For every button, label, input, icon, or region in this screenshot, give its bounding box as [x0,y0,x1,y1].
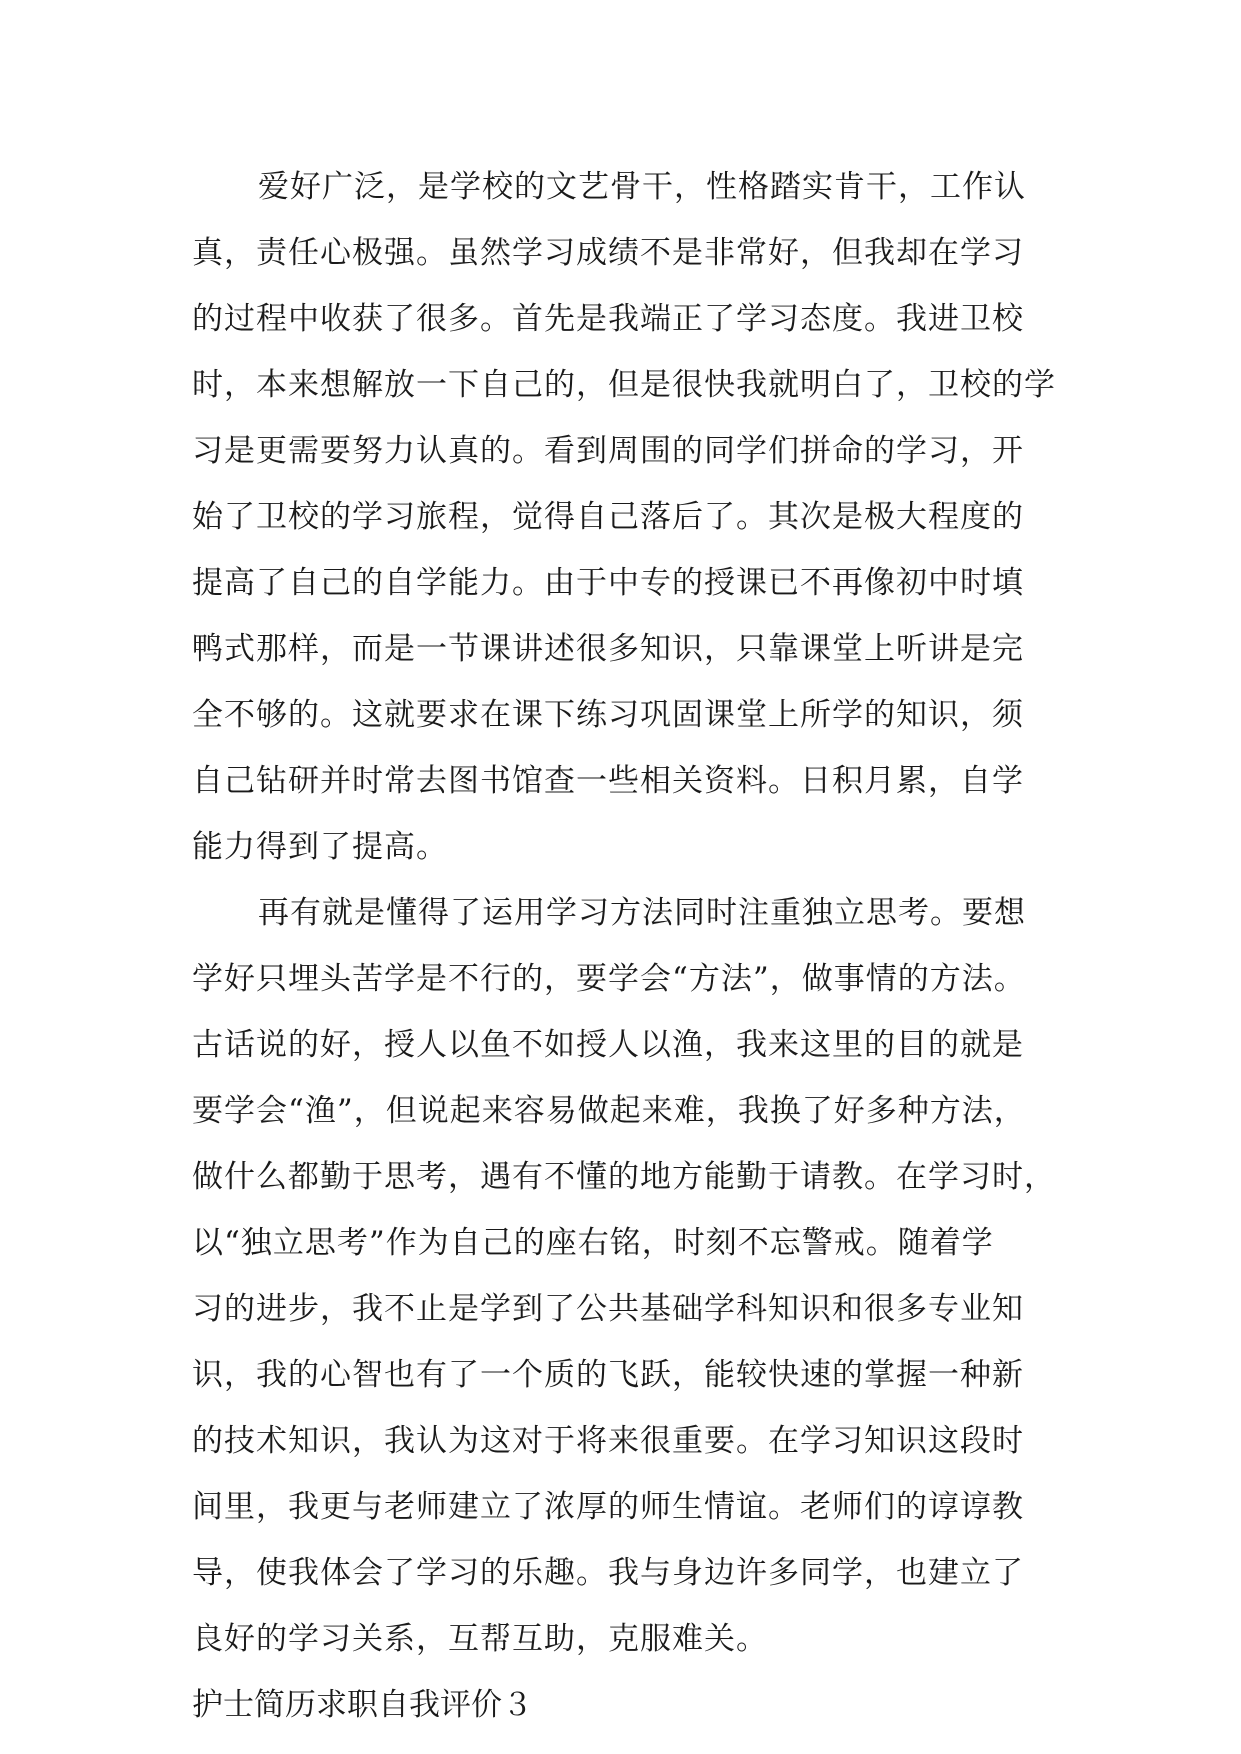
paragraph-2-line-3: 古话说的好，授人以鱼不如授人以渔，我来这里的目的就是 [192,1027,1024,1063]
section-heading: 护士简历求职自我评价３ [192,1687,533,1723]
paragraph-2-line-7: 习的进步，我不止是学到了公共基础学科知识和很多专业知 [192,1291,1024,1327]
paragraph-2-line-9: 的技术知识，我认为这对于将来很重要。在学习知识这段时 [192,1423,1024,1459]
paragraph-1-line-6: 始了卫校的学习旅程，觉得自己落后了。其次是极大程度的 [192,499,1024,535]
paragraph-1-line-8: 鸭式那样，而是一节课讲述很多知识，只靠课堂上听讲是完 [192,631,1024,667]
paragraph-2-line-11: 导，使我体会了学习的乐趣。我与身边许多同学，也建立了 [192,1555,1024,1591]
paragraph-1-line-5: 习是更需要努力认真的。看到周围的同学们拼命的学习，开 [192,433,1024,469]
paragraph-2-line-1: 再有就是懂得了运用学习方法同时注重独立思考。要想 [258,895,1026,931]
paragraph-2-line-12: 良好的学习关系，互帮互助，克服难关。 [192,1621,768,1657]
paragraph-1-line-2: 真，责任心极强。虽然学习成绩不是非常好，但我却在学习 [192,235,1024,271]
paragraph-1-line-10: 自己钻研并时常去图书馆查一些相关资料。日积月累，自学 [192,763,1024,799]
paragraph-2-line-2: 学好只埋头苦学是不行的，要学会“方法”，做事情的方法。 [192,961,1026,997]
paragraph-2-line-4: 要学会“渔”，但说起来容易做起来难，我换了好多种方法， [192,1093,1026,1129]
paragraph-2-line-8: 识，我的心智也有了一个质的飞跃，能较快速的掌握一种新 [192,1357,1024,1393]
paragraph-2-line-6: 以“独立思考”作为自己的座右铭，时刻不忘警戒。随着学 [192,1225,994,1261]
paragraph-2-line-10: 间里，我更与老师建立了浓厚的师生情谊。老师们的谆谆教 [192,1489,1024,1525]
paragraph-1-line-1: 爱好广泛，是学校的文艺骨干，性格踏实肯干，工作认 [258,169,1026,205]
paragraph-1-line-3: 的过程中收获了很多。首先是我端正了学习态度。我进卫校 [192,301,1024,337]
paragraph-2-line-5: 做什么都勤于思考，遇有不懂的地方能勤于请教。在学习时， [192,1159,1056,1195]
paragraph-1-line-9: 全不够的。这就要求在课下练习巩固课堂上所学的知识，须 [192,697,1024,733]
paragraph-1-line-4: 时，本来想解放一下自己的，但是很快我就明白了，卫校的学 [192,367,1056,403]
paragraph-1-line-11: 能力得到了提高。 [192,829,448,865]
paragraph-1-line-7: 提高了自己的自学能力。由于中专的授课已不再像初中时填 [192,565,1024,601]
